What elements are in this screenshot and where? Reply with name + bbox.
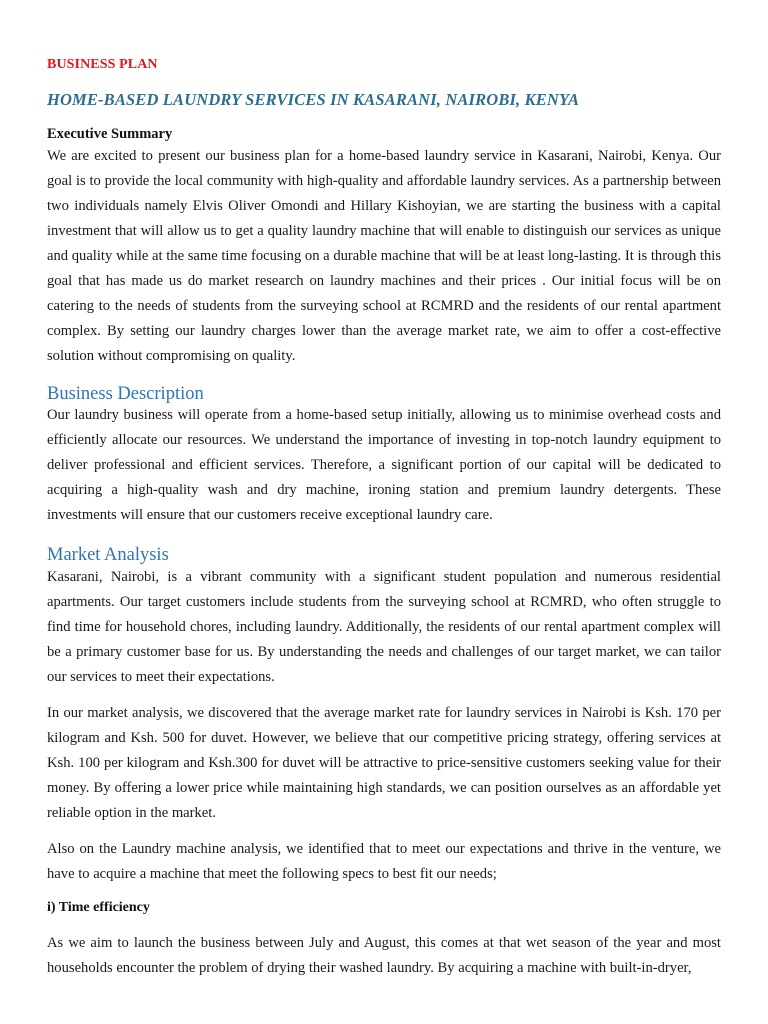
executive-summary-heading: Executive Summary (47, 126, 173, 142)
market-analysis-paragraph: Also on the Laundry machine analysis, we identified that to meet our expectations and thrive in the venture, we have to acquire a machine that meet the following specs to best fit our needs; (47, 841, 721, 882)
market-analysis-paragraph: In our market analysis, we discovered that the average market rate for laundry services in Nairobi is Ksh. 170 per kilogram and Ksh. 500 for duvet. However, we believe that our competitive pricing strategy, offering services at Ksh. 100 per kilogram and Ksh.300 for duvet will be attractive to price-sensitive customers seeking value for their money. By offering a lower price while maintaining high standards, we can position ourselves as an affordable yet reliable option in the market. (47, 705, 721, 821)
document-title: HOME-BASED LAUNDRY SERVICES IN KASARANI, NAIROBI, KENYA (47, 90, 580, 109)
market-analysis-paragraph: Kasarani, Nairobi, is a vibrant community with a significant student population and numerous residential apartments. Our target customers include students from the surveying school at RCMRD, who often struggle to find time for household chores, including laundry. Additionally, the residents of our rental apartment complex will be a primary customer base for us. By understanding the needs and challenges of our target market, we can tailor our services to meet their expectations. (47, 569, 721, 685)
time-efficiency-heading: i) Time efficiency (47, 900, 150, 915)
executive-summary-text: We are excited to present our business plan for a home-based laundry service in Kasarani, Nairobi, Kenya. Our goal is to provide the local community with high-quality and affordable laundry services. As a partnership between two individuals namely Elvis Oliver Omondi and Hillary Kishoyian, we are starting the business with a capital investment that will allow us to get a quality laundry machine that will enable to distinguish our services as unique and quality while at the same time focusing on a durable machine that will be at least long-lasting. It is through this goal that has made us do market research on laundry machines and their prices . Our initial focus will be on catering to the needs of students from the surveying school at RCMRD and the residents of our rental apartment complex. By setting our laundry charges lower than the average market rate, we aim to offer a cost-effective solution without compromising on quality. (47, 148, 721, 364)
market-analysis-heading: Market Analysis (47, 545, 169, 565)
business-description-heading: Business Description (47, 384, 204, 404)
business-description-text: Our laundry business will operate from a home-based setup initially, allowing us to minimise overhead costs and efficiently allocate our resources. We understand the importance of investing in top-notch laundry equipment to deliver professional and efficient services. Therefore, a significant portion of our capital will be dedicated to acquiring a high-quality wash and dry machine, ironing station and premium laundry detergents. These investments will ensure that our customers receive exceptional laundry care. (47, 407, 721, 523)
document-label: BUSINESS PLAN (47, 57, 158, 72)
time-efficiency-text: As we aim to launch the business between July and August, this comes at that wet season of the year and most households encounter the problem of drying their washed laundry. By acquiring a machine with built-in-dryer, (47, 935, 721, 976)
